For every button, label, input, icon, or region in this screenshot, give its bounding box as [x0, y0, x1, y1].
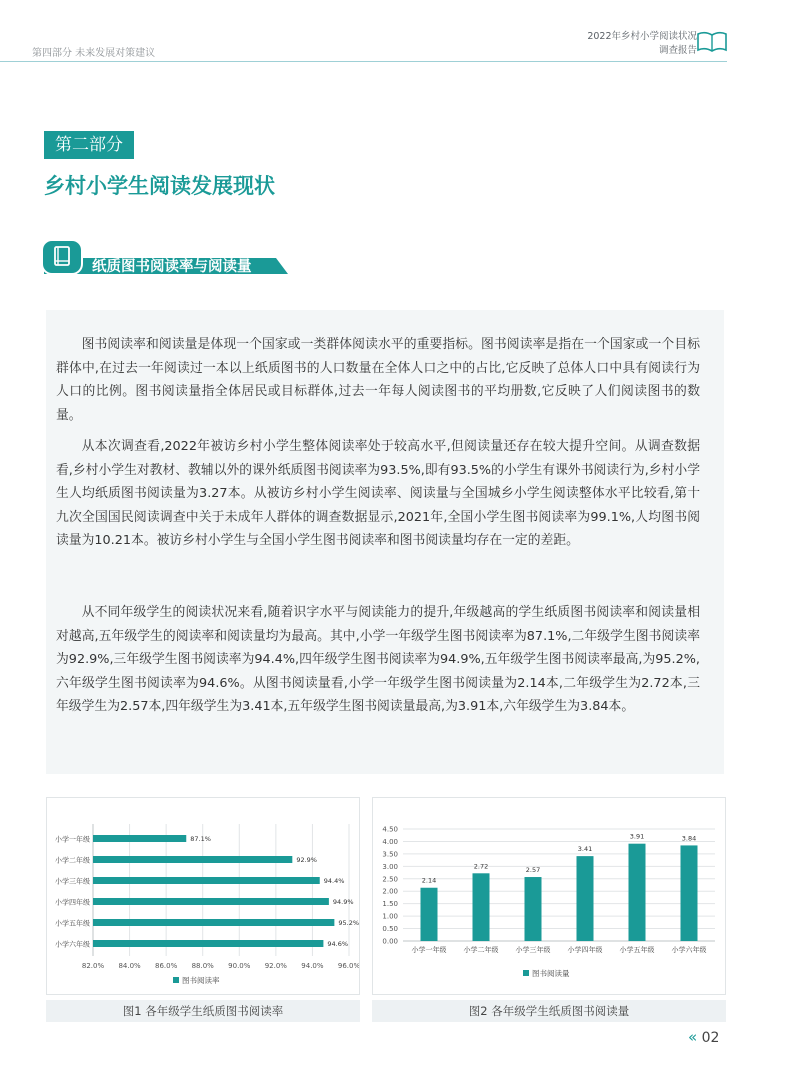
- part-title: 乡村小学生阅读发展现状: [44, 174, 275, 198]
- x-tick-label: 82.0%: [81, 962, 105, 970]
- bar: [93, 877, 320, 884]
- y-category-label: 小学三年级: [55, 877, 90, 886]
- y-tick-label: 1.00: [382, 912, 398, 921]
- x-category-label: 小学二年级: [463, 946, 499, 954]
- part-tag: 第二部分: [44, 131, 134, 159]
- bar: [681, 845, 698, 941]
- paragraph-2: 从本次调查看,2022年被访乡村小学生整体阅读率处于较高水平,但阅读量还存在较大提升空间。从调查数据看,乡村小学生对教材、教辅以外的课外纸质图书阅读率为93.5%,即有93.5%的小学生有课外书阅读行为,乡村小学生人均纸质图书阅读量为3.27本。从被访乡村小学生阅读率、阅读量与全国城乡小学生阅读整体水平比较看,第十九次全国国民阅读调查中关于未成年人群体的调查数据显示,2021年,全国小学生图书阅读率为99.1%,人均图书阅读量为10.21本。被访乡村小学生与全国小学生图书阅读率和图书阅读量均存在一定的差距。: [56, 439, 700, 548]
- x-tick-label: 86.0%: [155, 962, 178, 970]
- y-tick-label: 4.50: [382, 825, 398, 834]
- chart2-reading-volume: [373, 798, 725, 994]
- y-tick-label: 0.50: [382, 925, 398, 934]
- paragraph-3: 从不同年级学生的阅读状况来看,随着识字水平与阅读能力的提升,年级越高的学生纸质图书阅读率和阅读量相对越高,五年级学生的阅读率和阅读量均为最高。其中,小学一年级学生图书阅读率为87.1%,二年级学生图书阅读率为92.9%,三年级学生图书阅读率为94.4%,四年级学生图书阅读率为94.9%,五年级学生图书阅读率最高,为95.2%,六年级学生图书阅读率为94.6%。从图书阅读量看,小学一年级学生图书阅读量为2.14本,二年级学生为2.72本,三年级学生为2.57本,四年级学生为3.41本,五年级学生图书阅读量最高,为3.91本,六年级学生为3.84本。: [56, 605, 700, 714]
- bar-value-label: 2.72: [473, 862, 489, 871]
- x-tick-label: 84.0%: [118, 962, 141, 970]
- y-tick-label: 2.00: [382, 887, 398, 896]
- bar-value-label: 2.14: [421, 876, 437, 885]
- x-category-label: 小学三年级: [515, 946, 551, 954]
- bar: [93, 835, 186, 842]
- section-title: 纸质图书阅读率与阅读量: [92, 259, 252, 275]
- x-category-label: 小学六年级: [671, 946, 707, 954]
- x-category-label: 小学一年级: [411, 946, 447, 954]
- chart2-frame: [372, 797, 726, 995]
- bar: [93, 919, 334, 926]
- bar-value-label: 3.41: [577, 845, 593, 854]
- y-category-label: 小学二年级: [55, 856, 90, 865]
- y-category-label: 小学五年级: [55, 919, 90, 928]
- x-tick-label: 94.0%: [301, 962, 324, 970]
- paragraph-1: 图书阅读率和阅读量是体现一个国家或一类群体阅读水平的重要指标。图书阅读率是指在一个国家或一个目标群体中,在过去一年阅读过一本以上纸质图书的人口数量在全体人口之中的占比,它反映了总体人口中具有阅读行为人口的比例。图书阅读量指全体居民或目标群体,过去一年每人阅读图书的平均册数,它反映了人们阅读图书的数量。: [56, 337, 700, 423]
- bar: [93, 856, 292, 863]
- bar-value-label: 95.2%: [338, 919, 359, 927]
- x-tick-label: 90.0%: [228, 962, 251, 970]
- y-tick-label: 2.50: [382, 875, 398, 884]
- bar-value-label: 94.6%: [327, 940, 349, 948]
- bar: [421, 888, 438, 941]
- bar-value-label: 94.9%: [332, 898, 354, 906]
- y-category-label: 小学一年级: [55, 835, 90, 844]
- bar-value-label: 3.91: [629, 832, 645, 841]
- bar-value-label: 94.4%: [323, 877, 345, 885]
- x-tick-label: 88.0%: [191, 962, 214, 970]
- bar-value-label: 2.57: [525, 866, 541, 875]
- page-arrow-icon: «: [688, 1028, 698, 1046]
- y-tick-label: 0.00: [382, 937, 398, 946]
- chart2-caption: 图2 各年级学生纸质图书阅读量: [372, 1000, 726, 1022]
- x-category-label: 小学四年级: [567, 946, 603, 954]
- y-tick-label: 3.00: [382, 862, 398, 871]
- legend-label: 图书阅读量: [532, 969, 570, 978]
- chart1-caption: 图1 各年级学生纸质图书阅读率: [46, 1000, 360, 1022]
- chart1-reading-rate: [47, 798, 359, 994]
- running-header-section: 第四部分 未来发展对策建议: [32, 48, 156, 59]
- legend-swatch: [523, 970, 529, 976]
- bar-value-label: 92.9%: [296, 856, 317, 864]
- y-category-label: 小学四年级: [55, 898, 90, 907]
- legend-swatch: [173, 977, 179, 983]
- x-tick-label: 96.0%: [337, 962, 359, 970]
- x-tick-label: 92.0%: [264, 962, 287, 970]
- chart1-frame: [46, 797, 360, 995]
- bar: [525, 877, 542, 941]
- legend-label: 图书阅读率: [182, 976, 220, 985]
- report-title-line1: 2022年乡村小学阅读状况: [587, 31, 697, 42]
- page-number: [688, 1028, 719, 1046]
- bar: [577, 856, 594, 941]
- bar: [473, 873, 490, 941]
- y-tick-label: 1.50: [382, 900, 398, 909]
- x-category-label: 小学五年级: [619, 946, 655, 954]
- bar: [93, 898, 329, 905]
- running-header-report-title: [587, 30, 697, 58]
- report-title-line2: 调查报告: [658, 45, 697, 56]
- bar-value-label: 87.1%: [190, 835, 211, 843]
- header-divider: [0, 61, 727, 62]
- bar: [629, 844, 646, 941]
- bar-value-label: 3.84: [681, 834, 697, 843]
- y-tick-label: 3.50: [382, 850, 398, 859]
- y-category-label: 小学六年级: [55, 940, 90, 949]
- y-tick-label: 4.00: [382, 837, 398, 846]
- page-number-value: 02: [701, 1030, 720, 1046]
- bar: [93, 940, 323, 947]
- open-book-icon: [696, 30, 728, 54]
